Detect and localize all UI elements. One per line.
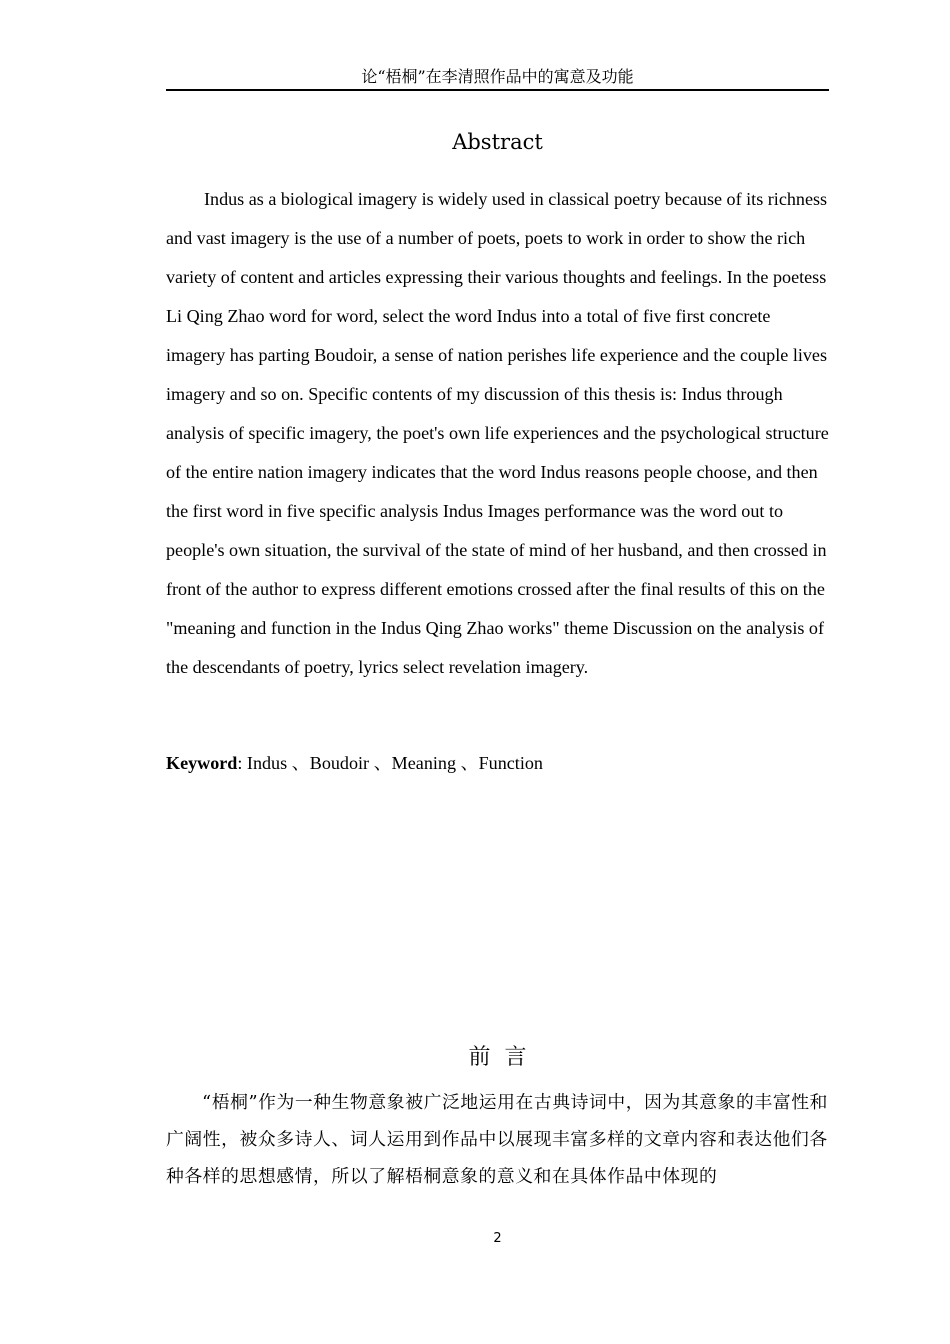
abstract-body: Indus as a biological imagery is widely used in classical poetry because of its richness and vast imagery is the use of a number of poets, poets to work in order to show the rich variety of content and articles expressing their various thoughts and feelings. In the poetess Li Qing Zhao word for word, select the word Indus into a total of five first concrete imagery has parting Boudoir, a sense of nation perishes life experience and the couple lives imagery and so on. Specific contents of my discussion of this thesis is: Indus through analysis of specific imagery, the poet's own life experiences and the psychological structure of the entire nation imagery indicates that the word Indus reasons people choose, and then the first word in five specific analysis Indus Images performance was the word out to people's own situation, the survival of the state of mind of her husband, and then crossed in front of the author to express different emotions crossed after the final results of this on the "meaning and function in the Indus Qing Zhao works" theme Discussion on the analysis of the descendants of poetry, lyrics select revelation imagery.: [166, 189, 829, 677]
preface-body: “梧桐”作为一种生物意象被广泛地运用在古典诗词中，因为其意象的丰富性和广阔性，被众多诗人、词人运用到作品中以展现丰富多样的文章内容和表达他们各种各样的思想感情，所以了解梧桐意象的意义和在具体作品中体现的: [166, 1092, 828, 1187]
abstract-title: Abstract: [452, 130, 543, 154]
keywords-list: Indus 、Boudoir 、Meaning 、Function: [246, 753, 543, 773]
running-header: [166, 66, 829, 91]
page-number: 2: [493, 1231, 502, 1246]
keywords-line: [166, 745, 829, 781]
keywords-separator: :: [237, 753, 247, 773]
running-header-title: 论“梧桐”在李清照作品中的寓意及功能: [361, 67, 634, 86]
preface-title: 前 言: [468, 1045, 527, 1070]
keywords-label: Keyword: [166, 753, 238, 773]
